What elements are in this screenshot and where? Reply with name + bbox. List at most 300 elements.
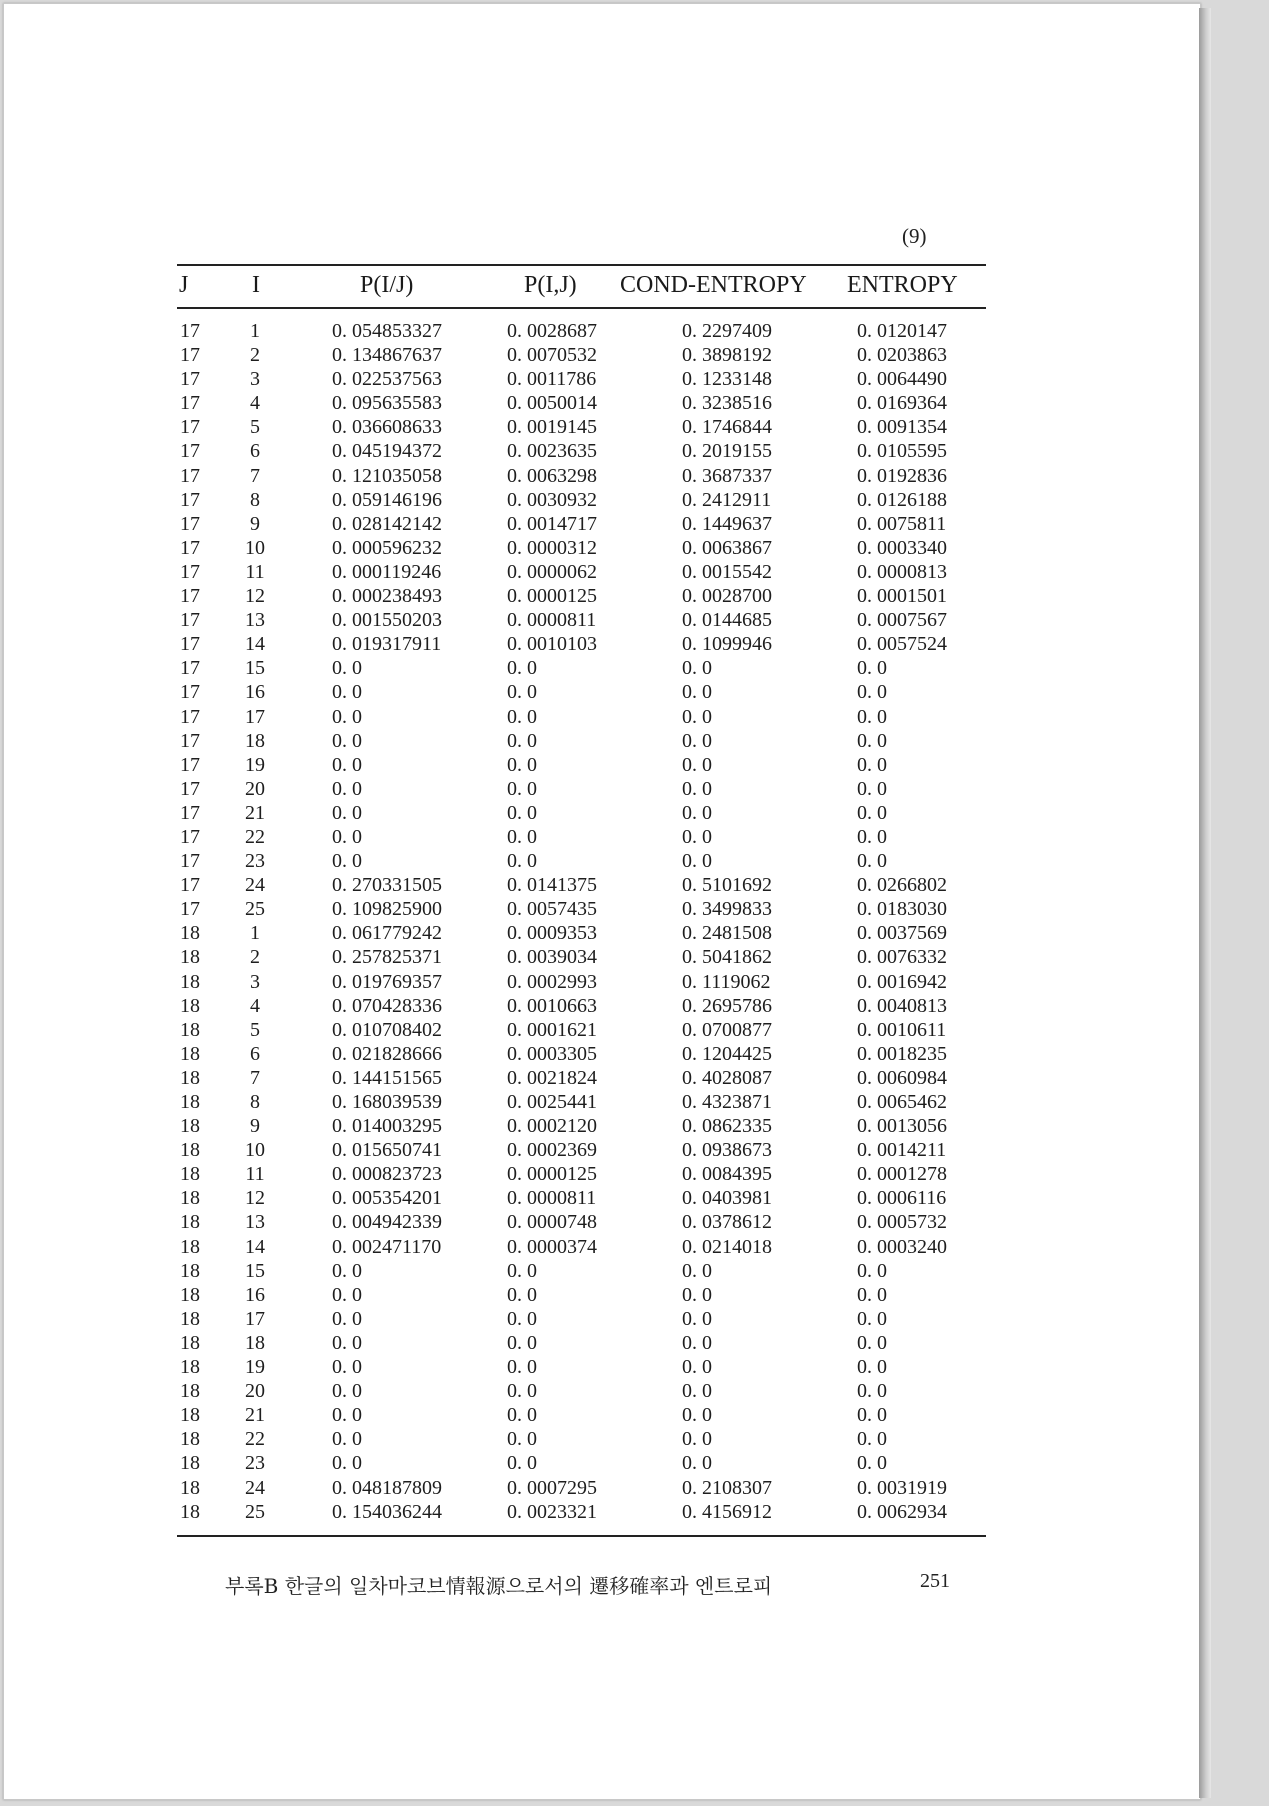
cell-entropy: 0. 0 (857, 1307, 887, 1330)
cell-i: 18 (245, 729, 265, 752)
cell-p-cond: 0. 134867637 (332, 344, 442, 367)
cell-j: 17 (180, 368, 200, 391)
cell-p-cond: 0. 045194372 (332, 440, 442, 463)
cell-i: 23 (245, 1452, 265, 1475)
cell-p-cond: 0. 0 (332, 1404, 362, 1427)
cell-j: 17 (180, 753, 200, 776)
cell-p-joint: 0. 0023635 (507, 440, 597, 463)
cell-p-joint: 0. 0039034 (507, 946, 597, 969)
table-row (177, 1404, 986, 1428)
cell-i: 20 (245, 1380, 265, 1403)
cell-p-joint: 0. 0000312 (507, 536, 597, 559)
table-row (177, 1332, 986, 1356)
cell-i: 21 (245, 1404, 265, 1427)
table-row (177, 1452, 986, 1476)
table-row (177, 1187, 986, 1211)
table-row (177, 1308, 986, 1332)
cell-p-cond: 0. 0 (332, 657, 362, 680)
cell-p-cond: 0. 0 (332, 681, 362, 704)
cell-cond-entropy: 0. 0084395 (682, 1163, 772, 1186)
cell-p-joint: 0. 0070532 (507, 344, 597, 367)
cell-j: 17 (180, 850, 200, 873)
table-row (177, 320, 986, 344)
cell-cond-entropy: 0. 0 (682, 1331, 712, 1354)
cell-i: 6 (250, 440, 260, 463)
cell-j: 17 (180, 705, 200, 728)
cell-cond-entropy: 0. 0403981 (682, 1187, 772, 1210)
cell-p-joint: 0. 0030932 (507, 488, 597, 511)
cell-p-joint: 0. 0 (507, 1259, 537, 1282)
cell-p-cond: 0. 010708402 (332, 1018, 442, 1041)
table-row (177, 440, 986, 464)
cell-entropy: 0. 0006116 (857, 1187, 947, 1210)
cell-p-cond: 0. 004942339 (332, 1211, 442, 1234)
cell-p-cond: 0. 048187809 (332, 1476, 442, 1499)
cell-j: 18 (180, 1404, 200, 1427)
cell-p-joint: 0. 0 (507, 1380, 537, 1403)
table-bottom-rule (177, 1535, 986, 1537)
table-row (177, 995, 986, 1019)
cell-entropy: 0. 0 (857, 1259, 887, 1282)
cell-cond-entropy: 0. 0 (682, 681, 712, 704)
header-entropy: ENTROPY (847, 272, 958, 298)
cell-p-joint: 0. 0 (507, 753, 537, 776)
cell-p-cond: 0. 168039539 (332, 1091, 442, 1113)
header-i: I (252, 272, 260, 298)
cell-i: 9 (250, 512, 260, 535)
table-row (177, 946, 986, 970)
cell-j: 17 (180, 681, 200, 704)
cell-entropy: 0. 0266802 (857, 874, 947, 897)
cell-i: 5 (250, 416, 260, 439)
cell-j: 17 (180, 609, 200, 632)
cell-i: 10 (245, 1139, 265, 1162)
cell-cond-entropy: 0. 1746844 (682, 416, 772, 439)
cell-j: 18 (180, 1139, 200, 1162)
cell-p-cond: 0. 0 (332, 753, 362, 776)
cell-p-joint: 0. 0021824 (507, 1066, 597, 1089)
table-row (177, 1139, 986, 1163)
table-row (177, 1211, 986, 1235)
cell-p-cond: 0. 0 (332, 729, 362, 752)
cell-cond-entropy: 0. 0 (682, 1356, 712, 1379)
table-row (177, 1477, 986, 1501)
cell-p-cond: 0. 0 (332, 1259, 362, 1282)
cell-cond-entropy: 0. 0378612 (682, 1211, 772, 1234)
table-row (177, 489, 986, 513)
cell-i: 12 (245, 585, 265, 608)
cell-cond-entropy: 0. 2481508 (682, 922, 772, 945)
cell-j: 17 (180, 488, 200, 511)
cell-entropy: 0. 0007567 (857, 609, 947, 632)
cell-p-cond: 0. 0 (332, 1307, 362, 1330)
cell-cond-entropy: 0. 0700877 (682, 1018, 772, 1041)
cell-entropy: 0. 0 (857, 1428, 887, 1451)
cell-i: 11 (245, 1163, 265, 1186)
cell-cond-entropy: 0. 0 (682, 1404, 712, 1427)
cell-j: 17 (180, 801, 200, 824)
cell-cond-entropy: 0. 0 (682, 801, 712, 824)
cell-i: 24 (245, 874, 265, 897)
cell-p-joint: 0. 0010663 (507, 994, 597, 1017)
cell-entropy: 0. 0 (857, 1452, 887, 1475)
cell-cond-entropy: 0. 0 (682, 1380, 712, 1403)
cell-i: 11 (245, 560, 265, 583)
cell-j: 18 (180, 1187, 200, 1210)
table-row (177, 465, 986, 489)
cell-p-joint: 0. 0025441 (507, 1091, 597, 1113)
cell-j: 17 (180, 416, 200, 439)
page-edge-shadow (1199, 8, 1211, 1798)
cell-p-joint: 0. 0 (507, 1452, 537, 1475)
table-row (177, 368, 986, 392)
cell-entropy: 0. 0016942 (857, 970, 947, 993)
cell-entropy: 0. 0 (857, 1356, 887, 1379)
header-p-cond: P(I/J) (360, 272, 414, 298)
table-row (177, 609, 986, 633)
cell-entropy: 0. 0076332 (857, 946, 947, 969)
table-row (177, 1380, 986, 1404)
cell-p-joint: 0. 0050014 (507, 392, 597, 415)
cell-j: 18 (180, 1259, 200, 1282)
cell-p-joint: 0. 0011786 (507, 368, 597, 391)
table-row (177, 1236, 986, 1260)
cell-entropy: 0. 0169364 (857, 392, 947, 415)
table-top-rule (177, 264, 986, 266)
cell-i: 21 (245, 801, 265, 824)
cell-entropy: 0. 0040813 (857, 994, 947, 1017)
cell-p-joint: 0. 0028687 (507, 320, 597, 342)
cell-j: 18 (180, 1428, 200, 1451)
cell-p-joint: 0. 0010103 (507, 633, 597, 656)
cell-p-cond: 0. 0 (332, 1331, 362, 1354)
cell-p-joint: 0. 0001621 (507, 1018, 597, 1041)
table-row (177, 778, 986, 802)
cell-i: 16 (245, 1283, 265, 1306)
cell-cond-entropy: 0. 0144685 (682, 609, 772, 632)
cell-cond-entropy: 0. 3499833 (682, 898, 772, 921)
cell-j: 18 (180, 1163, 200, 1186)
cell-entropy: 0. 0005732 (857, 1211, 947, 1234)
cell-i: 25 (245, 898, 265, 921)
cell-entropy: 0. 0183030 (857, 898, 947, 921)
cell-i: 19 (245, 1356, 265, 1379)
cell-entropy: 0. 0091354 (857, 416, 947, 439)
cell-entropy: 0. 0120147 (857, 320, 947, 342)
cell-j: 18 (180, 1356, 200, 1379)
cell-p-joint: 0. 0003305 (507, 1042, 597, 1065)
table-row (177, 1163, 986, 1187)
cell-i: 8 (250, 1091, 260, 1113)
cell-j: 17 (180, 874, 200, 897)
cell-p-cond: 0. 154036244 (332, 1500, 442, 1523)
cell-entropy: 0. 0 (857, 705, 887, 728)
cell-p-cond: 0. 000119246 (332, 560, 442, 583)
table-row (177, 1284, 986, 1308)
cell-p-joint: 0. 0009353 (507, 922, 597, 945)
header-p-joint: P(I,J) (524, 272, 577, 298)
cell-entropy: 0. 0001501 (857, 585, 947, 608)
cell-p-cond: 0. 000823723 (332, 1163, 442, 1186)
cell-j: 17 (180, 344, 200, 367)
cell-cond-entropy: 0. 5041862 (682, 946, 772, 969)
cell-p-joint: 0. 0002120 (507, 1115, 597, 1138)
cell-j: 18 (180, 1331, 200, 1354)
table-row (177, 850, 986, 874)
cell-p-joint: 0. 0000125 (507, 585, 597, 608)
cell-p-joint: 0. 0000748 (507, 1211, 597, 1234)
cell-i: 15 (245, 657, 265, 680)
cell-cond-entropy: 0. 2695786 (682, 994, 772, 1017)
cell-i: 17 (245, 1307, 265, 1330)
cell-j: 18 (180, 1115, 200, 1138)
table-row (177, 1428, 986, 1452)
cell-entropy: 0. 0018235 (857, 1042, 947, 1065)
cell-j: 17 (180, 898, 200, 921)
cell-entropy: 0. 0192836 (857, 464, 947, 487)
cell-p-joint: 0. 0 (507, 705, 537, 728)
cell-cond-entropy: 0. 0 (682, 850, 712, 873)
table-row (177, 730, 986, 754)
cell-i: 13 (245, 1211, 265, 1234)
cell-entropy: 0. 0064490 (857, 368, 947, 391)
cell-p-cond: 0. 000596232 (332, 536, 442, 559)
cell-j: 18 (180, 1500, 200, 1523)
cell-p-joint: 0. 0 (507, 777, 537, 800)
cell-p-joint: 0. 0023321 (507, 1500, 597, 1523)
table-row (177, 898, 986, 922)
table-header-rule (177, 307, 986, 309)
cell-entropy: 0. 0 (857, 753, 887, 776)
page-number: 251 (920, 1570, 950, 1592)
cell-i: 8 (250, 488, 260, 511)
cell-i: 2 (250, 946, 260, 969)
cell-cond-entropy: 0. 1119062 (682, 970, 771, 993)
cell-p-joint: 0. 0141375 (507, 874, 597, 897)
table-row (177, 513, 986, 537)
cell-i: 3 (250, 368, 260, 391)
cell-i: 10 (245, 536, 265, 559)
cell-p-joint: 0. 0063298 (507, 464, 597, 487)
cell-p-joint: 0. 0 (507, 801, 537, 824)
footer-caption: 부록B 한글의 일차마코브情報源으로서의 遷移確率과 엔트로피 (225, 1574, 773, 1598)
cell-j: 18 (180, 1235, 200, 1258)
cell-i: 14 (245, 1235, 265, 1258)
cell-entropy: 0. 0 (857, 1283, 887, 1306)
cell-p-cond: 0. 059146196 (332, 488, 442, 511)
cell-entropy: 0. 0013056 (857, 1115, 947, 1138)
table-row (177, 561, 986, 585)
cell-j: 18 (180, 994, 200, 1017)
table-row (177, 416, 986, 440)
cell-p-cond: 0. 270331505 (332, 874, 442, 897)
running-footer (225, 1570, 985, 1599)
cell-p-joint: 0. 0 (507, 1331, 537, 1354)
table-row (177, 802, 986, 826)
cell-j: 18 (180, 946, 200, 969)
cell-i: 3 (250, 970, 260, 993)
cell-p-joint: 0. 0 (507, 1307, 537, 1330)
cell-p-joint: 0. 0000374 (507, 1235, 597, 1258)
cell-i: 14 (245, 633, 265, 656)
cell-cond-entropy: 0. 0862335 (682, 1115, 772, 1138)
table-row (177, 344, 986, 368)
cell-p-joint: 0. 0057435 (507, 898, 597, 921)
table-row (177, 706, 986, 730)
table-row (177, 537, 986, 561)
cell-p-cond: 0. 054853327 (332, 320, 442, 342)
cell-entropy: 0. 0 (857, 681, 887, 704)
cell-j: 18 (180, 1091, 200, 1113)
cell-cond-entropy: 0. 5101692 (682, 874, 772, 897)
cell-p-cond: 0. 022537563 (332, 368, 442, 391)
table-row (177, 874, 986, 898)
cell-p-cond: 0. 0 (332, 1452, 362, 1475)
cell-p-joint: 0. 0000062 (507, 560, 597, 583)
cell-entropy: 0. 0 (857, 657, 887, 680)
cell-entropy: 0. 0 (857, 1331, 887, 1354)
table-row (177, 971, 986, 995)
cell-j: 18 (180, 1066, 200, 1089)
cell-cond-entropy: 0. 2108307 (682, 1476, 772, 1499)
table-body (177, 320, 986, 1525)
cell-cond-entropy: 0. 0 (682, 657, 712, 680)
cell-j: 18 (180, 970, 200, 993)
cell-p-joint: 0. 0 (507, 1404, 537, 1427)
cell-j: 18 (180, 1380, 200, 1403)
cell-entropy: 0. 0062934 (857, 1500, 947, 1523)
cell-p-cond: 0. 014003295 (332, 1115, 442, 1138)
cell-i: 1 (250, 922, 260, 945)
cell-entropy: 0. 0126188 (857, 488, 947, 511)
cell-i: 4 (250, 392, 260, 415)
cell-cond-entropy: 0. 0938673 (682, 1139, 772, 1162)
cell-i: 1 (250, 320, 260, 342)
cell-cond-entropy: 0. 0 (682, 1259, 712, 1282)
cell-p-cond: 0. 0 (332, 1356, 362, 1379)
cell-cond-entropy: 0. 0063867 (682, 536, 772, 559)
cell-p-cond: 0. 005354201 (332, 1187, 442, 1210)
cell-entropy: 0. 0003340 (857, 536, 947, 559)
cell-p-joint: 0. 0002369 (507, 1139, 597, 1162)
cell-j: 18 (180, 1211, 200, 1234)
cell-p-cond: 0. 015650741 (332, 1139, 442, 1162)
cell-j: 17 (180, 633, 200, 656)
table-row (177, 1067, 986, 1091)
cell-cond-entropy: 0. 0028700 (682, 585, 772, 608)
table-row (177, 922, 986, 946)
cell-p-cond: 0. 0 (332, 1428, 362, 1451)
cell-j: 17 (180, 560, 200, 583)
cell-cond-entropy: 0. 2019155 (682, 440, 772, 463)
cell-cond-entropy: 0. 4323871 (682, 1091, 772, 1113)
cell-entropy: 0. 0 (857, 1404, 887, 1427)
cell-p-joint: 0. 0 (507, 657, 537, 680)
cell-p-joint: 0. 0 (507, 1428, 537, 1451)
cell-cond-entropy: 0. 4028087 (682, 1066, 772, 1089)
cell-i: 22 (245, 825, 265, 848)
cell-cond-entropy: 0. 0 (682, 729, 712, 752)
cell-entropy: 0. 0 (857, 801, 887, 824)
cell-i: 13 (245, 609, 265, 632)
cell-i: 16 (245, 681, 265, 704)
cell-entropy: 0. 0105595 (857, 440, 947, 463)
table-row (177, 657, 986, 681)
cell-j: 18 (180, 1476, 200, 1499)
cell-entropy: 0. 0014211 (857, 1139, 947, 1162)
cell-i: 20 (245, 777, 265, 800)
cell-cond-entropy: 0. 0 (682, 1428, 712, 1451)
table-row (177, 1091, 986, 1115)
cell-j: 17 (180, 464, 200, 487)
cell-j: 18 (180, 1042, 200, 1065)
cell-j: 17 (180, 440, 200, 463)
cell-cond-entropy: 0. 3898192 (682, 344, 772, 367)
table-row (177, 1019, 986, 1043)
cell-p-cond: 0. 0 (332, 777, 362, 800)
cell-i: 19 (245, 753, 265, 776)
cell-entropy: 0. 0010611 (857, 1018, 947, 1041)
cell-p-cond: 0. 061779242 (332, 922, 442, 945)
cell-i: 9 (250, 1115, 260, 1138)
cell-j: 17 (180, 729, 200, 752)
cell-p-cond: 0. 002471170 (332, 1235, 442, 1258)
cell-j: 17 (180, 512, 200, 535)
cell-i: 2 (250, 344, 260, 367)
cell-cond-entropy: 0. 1233148 (682, 368, 772, 391)
cell-j: 18 (180, 1283, 200, 1306)
header-j: J (179, 272, 189, 298)
cell-p-joint: 0. 0 (507, 1356, 537, 1379)
cell-i: 4 (250, 994, 260, 1017)
cell-i: 12 (245, 1187, 265, 1210)
table-row (177, 754, 986, 778)
cell-i: 23 (245, 850, 265, 873)
cell-cond-entropy: 0. 1204425 (682, 1042, 772, 1065)
cell-p-cond: 0. 019769357 (332, 970, 442, 993)
cell-entropy: 0. 0 (857, 825, 887, 848)
cell-i: 7 (250, 464, 260, 487)
table-row (177, 826, 986, 850)
cell-cond-entropy: 0. 0 (682, 1283, 712, 1306)
cell-entropy: 0. 0037569 (857, 922, 947, 945)
cell-cond-entropy: 0. 0 (682, 705, 712, 728)
cell-i: 25 (245, 1500, 265, 1523)
table-row (177, 1260, 986, 1284)
cell-entropy: 0. 0031919 (857, 1476, 947, 1499)
cell-cond-entropy: 0. 2412911 (682, 488, 772, 511)
cell-p-joint: 0. 0 (507, 825, 537, 848)
cell-j: 17 (180, 320, 200, 342)
cell-entropy: 0. 0057524 (857, 633, 947, 656)
cell-i: 6 (250, 1042, 260, 1065)
cell-entropy: 0. 0060984 (857, 1066, 947, 1089)
cell-i: 24 (245, 1476, 265, 1499)
cell-i: 22 (245, 1428, 265, 1451)
cell-p-cond: 0. 144151565 (332, 1066, 442, 1089)
cell-entropy: 0. 0065462 (857, 1091, 947, 1113)
cell-p-cond: 0. 0 (332, 850, 362, 873)
cell-p-joint: 0. 0 (507, 729, 537, 752)
cell-j: 17 (180, 657, 200, 680)
cell-p-cond: 0. 121035058 (332, 464, 442, 487)
table-row (177, 585, 986, 609)
cell-cond-entropy: 0. 1449637 (682, 512, 772, 535)
cell-p-cond: 0. 028142142 (332, 512, 442, 535)
table-row (177, 1356, 986, 1380)
cell-j: 18 (180, 1452, 200, 1475)
cell-p-cond: 0. 000238493 (332, 585, 442, 608)
